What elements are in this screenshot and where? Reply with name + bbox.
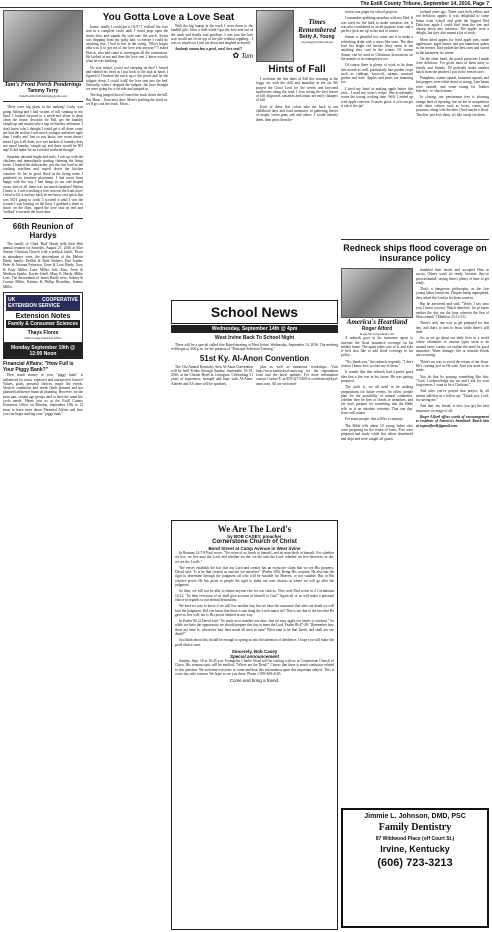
church-paragraph: In Psalm 90:12 David said: "So teach us to number our days, that we may apply our hearts to wisdom." So while we have the opportunity we should prepare this day to meet the Lord. Psalm 89:47-48: "Remember how short my time is: wherefore hast thou made all men in vain? What man is he that liveth, and shall not see death?" xyxy=(175,619,334,637)
author-byline: Roger Alford xyxy=(361,326,393,332)
column-caption: Times Remembered xyxy=(298,18,336,34)
column-caption: Tam's Front Porch Ponderings xyxy=(4,82,82,88)
article-paragraph: Saturday dawned bright and early, I was up with the chickens and immediately starting cleaning the living room. I loaded the dishwasher, put the first load in the washing machine and wiped down the kitchen counters. So far, so good. Back in the living room, I pondered on furniture placement. I had never been happy with the way I had things in our odd shaped room; first of all, there was too much furniture! Before I knew it, I was wrestling a love seat out the front door! I tried to lift it and my back let me know real quick that was NOT going to work. I scooted it until I saw the scratch I was leaving on the floor. I grabbed a sheet to throw on the floor, tipped the love seat on end and 'walked' it towards the front door. xyxy=(3,154,83,215)
alanon-headline: 51st Ky. Al-Anon Convention xyxy=(199,353,310,363)
column-caption: America's Heartland xyxy=(346,318,408,326)
article-paragraph: A redneck goes to his insurance agent to increase the flood insurance coverage on his mobile home. The agent takes care of it, and asks if he'd also like to add flood coverage to his policy. xyxy=(341,336,413,358)
church-closing: Come and bring a friend. xyxy=(229,678,280,684)
church-paragraph: In Romans 14:7-8 Paul wrote: "For none of us liveth to himself, and no man dieth to himself. For whether we live, we live unto the Lord; and whether we die, we die unto the Lord: whether we live therefore, or die, we are the Lord's." xyxy=(175,551,334,564)
column-times-remembered xyxy=(256,10,338,246)
special-announcement-paragraph: Sunday, Sept. 18 at 10:45 a.m. Evangelist Charlie Ward will be visiting with us at Cornerstone Church of Christ. His sermon topic will be entitled, "Where are the Dead?" I know that there is much confusion related to this question. We welcome everyone to come and hear this information upon this important subject. This is a one day only sermon. We hope to see you there. Phone 1-859-369-4165. xyxy=(175,658,334,676)
article-paragraph: "No, thank you," the redneck responds. "I don't reckon I know how to start one of them." xyxy=(341,359,413,369)
column-heartland xyxy=(341,268,413,788)
column-loveseat-cont xyxy=(171,24,253,300)
school-news-section xyxy=(171,300,338,518)
article-paragraph: For some people, that will be a calamity. xyxy=(345,417,404,422)
reunion-paragraph: The family of Clark 'Bud' Hardy held their 66th annual reunion on Saturday, August 27, 2016 at Rice Station Christian Church with a potluck lunch. Those in attendance were: the descendants of the Melvin Hardy family: Debbie & Ruth Walters, Erin Jordan, Peter & Arianna Patterson, Gene & Lora Hardy, Gary & Patty Miller, Luke Miller, Jeff, Kim, Trent & Madison Sparks, Kaylee Isbell, Mary E. Hardy, Millie Lees. The descendants of James Hardy were: Aubrey & Connie Miller, Katrina & Phillip Broaddus, Jeremy Miller. xyxy=(3,241,83,289)
church-box xyxy=(171,520,338,930)
redneck-headline: Redneck ships flood coverage on insurance policy xyxy=(343,243,487,263)
dentist-ad xyxy=(341,808,489,928)
article-paragraph: humbled their hearts and accepted Him as savior. Others won't be ready, because they've procrastinated, saying there's plenty of time to get ready. xyxy=(416,268,489,285)
article-paragraph: I welcome the first hints of Fall this morning in the foggy air, with the chill and humidity in the air. We prayed the Good Lord for the weeds and browned sunflowers along the road. I love seeing the first leaves of fall: dogwood, sassafras and sumac are early changers of fall. xyxy=(256,77,338,103)
article-paragraph: There were big plans in the making! Corky was going fishing and I had visions of full canning in my head. I looked forward to a week-end alone to deep clean the house, decorate for Fall, get the laundry caught up and maybe take a nap on Sunday afternoon. I don't know why I thought I could get it all done, crazy me had the notion I was much younger and more agile than I really am! Just so you know, one room doesn't mean I got it all done, two wet baskets of laundry does not equal laundry 'caught up' and there would be NO nap! It did make for an eventful weekend though! xyxy=(3,105,83,153)
extension-article-paragraph: How much money in your "piggy bank" is influenced by many expected and unexpected factors! Values, goals, personal choices, major life events, lifestyle conditions and needs (both planned and not planned) influence financial planning. However, for the most part, certain age groups tend to have the same life cycle needs. Please join us at the Estill County Extension Office on Monday, September 19th at 12 noon to learn more about Financial Affairs and how you can begin stuffing your "piggy bank". xyxy=(3,373,83,416)
article-paragraph: On the other hand, the peach preserves I made were delicious. I've given most of them away to family and friends. I'll probably make another batch from the peaches I put in the freezer later. xyxy=(416,56,489,74)
column-porch-ponderings xyxy=(3,10,83,928)
author-email[interactable]: RogerAlford1@Gmail.Com xyxy=(360,332,394,336)
column-heartland-cont xyxy=(416,268,489,788)
sunflower-icon: ✿ Tam xyxy=(232,50,253,60)
church-paragraph: Just think about this should be enough to spring us into the attention of obedience. I hope you will make the good choice soon. xyxy=(175,638,335,647)
article-paragraph: In closing, our persimmon tree is showing orange hues of ripening, but we are in competition with other critters such as foxes, coons, and possums, along with the deer. (And maybe a bear). The deer just love them, it's like candy for them. xyxy=(416,95,489,117)
extension-office: Estill County Extension Office xyxy=(24,335,62,340)
extension-article-title: Financial Affairs: "How Full is Your Piggy Bank?" xyxy=(3,361,74,374)
article-paragraph: It sounds like that redneck had a pretty good idea that a fire was in his future. He was getting prepared. xyxy=(341,370,413,383)
extension-contact-name: Thays Flores xyxy=(27,329,59,336)
church-name: Cornerstone Church of Christ xyxy=(212,539,297,545)
article-paragraph: The truth is, we all need to be making preparations for future events. So often, people plan for the possibility of natural calamities, whether they be fires or floods or tornadoes, and yet don't prepare for something that the Bible tells us is an absolute certainty. That one day, Jesus will return. xyxy=(341,385,413,416)
church-paragraph: So then, we will not be able to blame anyone else for our choices. Now note Paul wrote in 2 Corinthians 14:12: "So then everyone of us shall give account of himself to God." Again all of us will make a personal choice in regards to our eternal destination. xyxy=(175,589,334,602)
special-announcement-heading: Special announcement xyxy=(229,653,279,659)
loveseat-closing: Anybody wanna buy a good, used, love seat?! xyxy=(175,47,243,52)
ad-phone[interactable]: (606) 723-3213 xyxy=(377,857,453,869)
loveseat-signature: Tam xyxy=(241,51,253,60)
church-paragraph: The verses establish the fact that our Lord and creator has an exclusive claim that we are His property. David said, "It is he that created us and not we ourselves" (Psalm 100). Being His creation, He also has the right to determine through the judgment all who will be suitable for Heaven, or not suitable. But in His creative power He has given to people the right to make our own choices in where we will go after the judgment. xyxy=(175,565,334,588)
article-paragraph: Each of these leaf colors take me back to our childhood days and fond memories of gathering leaves of maple, sweet gum, oak and others. I would identify them, then press them be- xyxy=(256,104,338,122)
article-paragraph: I remember grabbing sassafras with my Dad. It was used for the bark to make sassafras tea. It was also considered as an all-purpose tonic and a perfect 'pick me up' at the end of winter. xyxy=(341,16,413,34)
church-signature: Sincerely, Bob Casey xyxy=(231,648,278,654)
extension-title: Extension Notes xyxy=(15,312,71,320)
article-paragraph: house, smelly I could get it OUT! I 'walked' the love seat in a complete circle until I could prop open the storm door and squash the sofa onto the porch. Sweat was dripping from my spiky hair, so before I could do anything else, I had to rest in the swing. 'Who's bright idea was it to get rid of the love seat anyway?' I asked Hooch, who had come to investigate all the commotion. He looked at me and then the love seat. I knew exactly what he was thinking. xyxy=(86,25,168,64)
column-orchard xyxy=(416,10,489,246)
alanon-paragraph: The 51st Annual Kentucky Area Al-Anon Convention will be held Friday through Sunday, September 16-18, 2016, at the Clarion Hotel in Lexington. Celebrating 51 years of experience, strength and hope with Al-Anon, Alateen and AA there will be speakers, xyxy=(171,364,253,386)
article-paragraph: And after you've prayed that prayer, by all means add that as a follow up: "Thank you, Lord, for saving me." xyxy=(416,389,489,403)
extension-logo: UK COOPERATIVE EXTENSION SERVICE xyxy=(8,296,78,309)
article-paragraph: Sumac is plentiful too; some use it to make a refreshing drink with a citrus-like taste. The deer love the bright red berries (they seem to eat anything they can) in the winter. Of course Sumac can be used in Christmas decorations on the mantle or in centerpieces too. xyxy=(341,35,413,61)
article-paragraph: Pumpkins, winter squash, butternut squash, and hot peppers were either dried or strung. Late beans were canned, and some strung for 'leather britches,' or 'shuck beans.' xyxy=(416,76,489,94)
article-paragraph: Of course there is plenty of work to be done this month as well, particularly late garden crops such as cabbage, broccoli, turnips, mustard greens and kale. Apples and pears are maturing too. xyxy=(341,63,413,85)
author-photo xyxy=(3,10,83,82)
article-paragraph: There's no way to avoid the return of our Jesus. He's coming just as He said. And you need to be ready. xyxy=(416,359,489,373)
article-paragraph: There's only one way to get prepared for that day, and that's to turn to Jesus while there's still time. xyxy=(416,321,489,334)
extension-notes-box xyxy=(3,292,83,343)
author-note: Roger Alford offers words of encouragement to residents of America's heartland. Reach him at rogeralford1@gmail.com. xyxy=(416,414,489,428)
article-paragraph: That's a dangerous philosophy, as the five young ladies found out. Despite being unprepared, they asked the Lord to let them come in. xyxy=(416,287,489,300)
school-news-logo: School News xyxy=(171,300,338,324)
loveseat-headline: You Gotta Love a Love Seat xyxy=(102,12,235,23)
column-fall-cont xyxy=(341,10,413,246)
article-paragraph: But he answered and said, "Verily I say unto you, I know you not. Watch therefore, for ye know neither the day nor the hour wherein the Son of Man cometh" (Matthew 25:12-13). xyxy=(416,302,489,319)
church-byline: by BOB CASEY, preacher xyxy=(227,534,282,539)
school-date-bar: Wednesday, September 14th @ 4pm xyxy=(171,325,338,333)
author-photo xyxy=(341,268,413,318)
page-masthead: The Estill County Tribune, September 14, 2016, Page 7 xyxy=(0,0,492,8)
extension-date-bar: Monday September 19th @ 12:00 Noon xyxy=(3,343,83,359)
article-paragraph: With the big laptop in the truck I went down to the landfill pile. After a little while I got the love seat out of the truck and finally said goodbye. I was sure the love seat would not fit on top of the pile without toppling... I was so wiped out I just sat down and laughed at myself. xyxy=(171,24,253,46)
author-byline: Betty A. Young xyxy=(299,34,335,40)
article-paragraph: So, as we go about our daily lives in a world where calamities of various types seem to be around every corner, we realize the need for good insurance. Water damage, fire or tornado floods are occurring. xyxy=(416,336,489,358)
alanon-paragraph: plus as well as numerous workshops. Visit http://www.kentuckyal-anon.org for the registration form and the latest updates. For more information contact Cookie E. at 859-327-5409 or conference@kyal-anon.com. All are welcome! xyxy=(256,364,338,386)
church-address: Bond Street at Camp Avenue in West Irvine xyxy=(208,546,301,551)
author-email[interactable]: bayoung@windstream.net xyxy=(301,40,333,44)
article-paragraph: And that, my friend, is how you get the best insurance coverage of all. xyxy=(416,404,489,413)
article-paragraph: The dog jumped down I eased the truck down the hill. But Mom... flora next door. Mom's pushing the truck in, we'll go cool the truck. Mom... xyxy=(86,93,168,107)
ad-doctor-name: Jimmie L. Johnson, DMD, PSC xyxy=(364,813,466,820)
extension-subtitle: Family & Consumer Sciences xyxy=(7,320,79,327)
school-headline: West Irvine Back To School Night xyxy=(214,335,295,341)
author-photo xyxy=(256,10,294,62)
article-paragraph: Mom dried apples for fried apple pies, made applesauce, apple butter, and put numerous quarts in the freezer. Dad picked the best ones and stored in the basement for winter. xyxy=(416,37,489,55)
ad-address: 87 Wildwood Place (off Court St.) xyxy=(375,836,455,842)
article-paragraph: orchard years ago. There were both yellow and red delicious apples. It was delightful to come home from school and grab the biggest Red Delicious apple I could find from the tree and chomp down into juiciness. The apples were a delight, but they also meant a lot of work. xyxy=(416,10,489,36)
article-paragraph: tween wax paper for school projects. xyxy=(345,10,398,14)
article-paragraph: You do that by praying something like this: "Lord, I acknowledge my sin and I ask for your forgiveness. I want to be a Christian." xyxy=(416,374,489,388)
ad-practice: Family Dentistry xyxy=(378,822,452,833)
ad-city: Irvine, Kentucky xyxy=(380,844,450,854)
school-paragraph: There will be a special called Site Based meeting at West Irvine, Wednesday, September 14, 2016. The meeting will begin at 4:00 p.m. for the purpose of "Principal Selection Training." xyxy=(171,343,338,352)
church-paragraph: We have no way to know if we will live another day, but we have the assurance that after our death we will face the judgment. Did you know that there is one thing the Lord cannot do? This is not due to the fact that He gave us free will; nor is His power limited in any way. xyxy=(175,604,334,617)
article-paragraph: No way mister, you're not sleeping on this! I fussed and rubbed his head as I put back to the task at hand. I figured if I backed the truck up to the porch and let the tailgate down, I could 'walk' the love seat into the bed. Naturally, when I dropped the tailgate, the boys thought we were going for a car ride and jumped in. xyxy=(86,65,168,92)
author-email[interactable]: TamsFrontPorchPonderings@yahoo.net xyxy=(19,94,67,98)
church-headline: We Are The Lord's xyxy=(217,524,292,534)
article-paragraph: I tried my hand at making apple butter this year... I used my sister's recipe. She accidentally wrote the wrong cooking time. Well, I ended up with apple concrete. It tastes good, if you can get it out of the jar! xyxy=(341,86,413,108)
reunion-headline: 66th Reunion of Hardys xyxy=(12,221,74,240)
article-paragraph: The Bible tells about 10 young ladies who were preparing for the return of Jesus. Five were prepared and ready while five others slumbered and slept and were caught off guard. xyxy=(341,423,413,441)
hints-of-fall-headline: Hints of Fall xyxy=(268,64,326,75)
author-byline: Tammy Terry xyxy=(27,88,59,94)
